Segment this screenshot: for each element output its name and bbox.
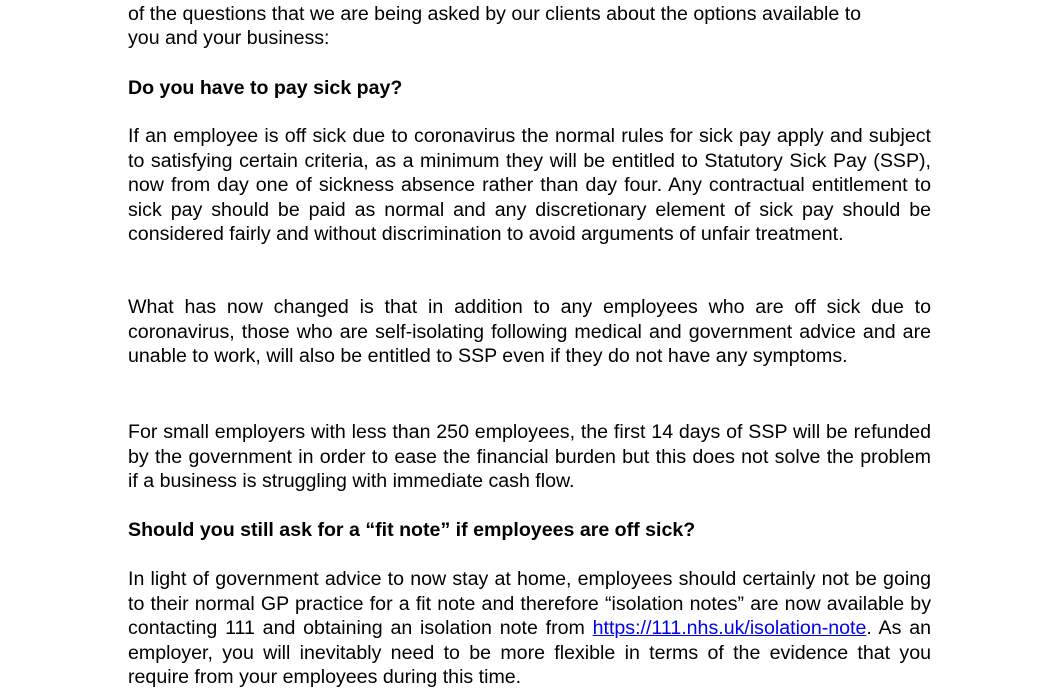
paragraph-small-employers: For small employers with less than 250 employees, the first 14 days of SSP will be refunded by the government in order to ease the financial burden but this does not solve the problem if a business is struggling with immediate cash flow. (128, 421, 931, 492)
paragraph-sick-pay-rules: If an employee is off sick due to coronavirus the normal rules for sick pay apply and subject to satisfying certain criteria, as a minimum they will be entitled to Statutory Sick Pay (SSP), now from day one of sickness absence rather than day four. Any contractual entitlement to sick pay should be paid as normal and any discretionary element of sick pay should be considered fairly and without discrimination to avoid arguments of unfair treatment. (128, 125, 931, 245)
paragraph-isolation-notes (128, 567, 931, 690)
heading-fit-note: Should you still ask for a “fit note” if employees are off sick? (128, 519, 696, 541)
heading-sick-pay: Do you have to pay sick pay? (128, 77, 403, 99)
isolation-notes-text-end: . As an employer, you will inevitably need to be more flexible in terms of the evidence that you require from your employees during this time. (128, 617, 931, 688)
intro-line-1: of the questions that we are being asked by our clients about the options available to (128, 3, 862, 25)
intro-line-2: you and your business: (128, 27, 330, 49)
isolation-notes-text-start: In light of government advice to now stay at home, employees should certainly not be going to their normal GP practice for a fit note and therefore “isolation notes” are now available by contacting 111 and obtaining an isolation note from (128, 568, 931, 639)
isolation-note-link[interactable]: https://111.nhs.uk/isolation-note (592, 617, 867, 639)
paragraph-self-isolation: What has now changed is that in addition to any employees who are off sick due to coronavirus, those who are self-isolating following medical and government advice and are unable to work, will also be entitled to SSP even if they do not have any symptoms. (128, 296, 931, 367)
